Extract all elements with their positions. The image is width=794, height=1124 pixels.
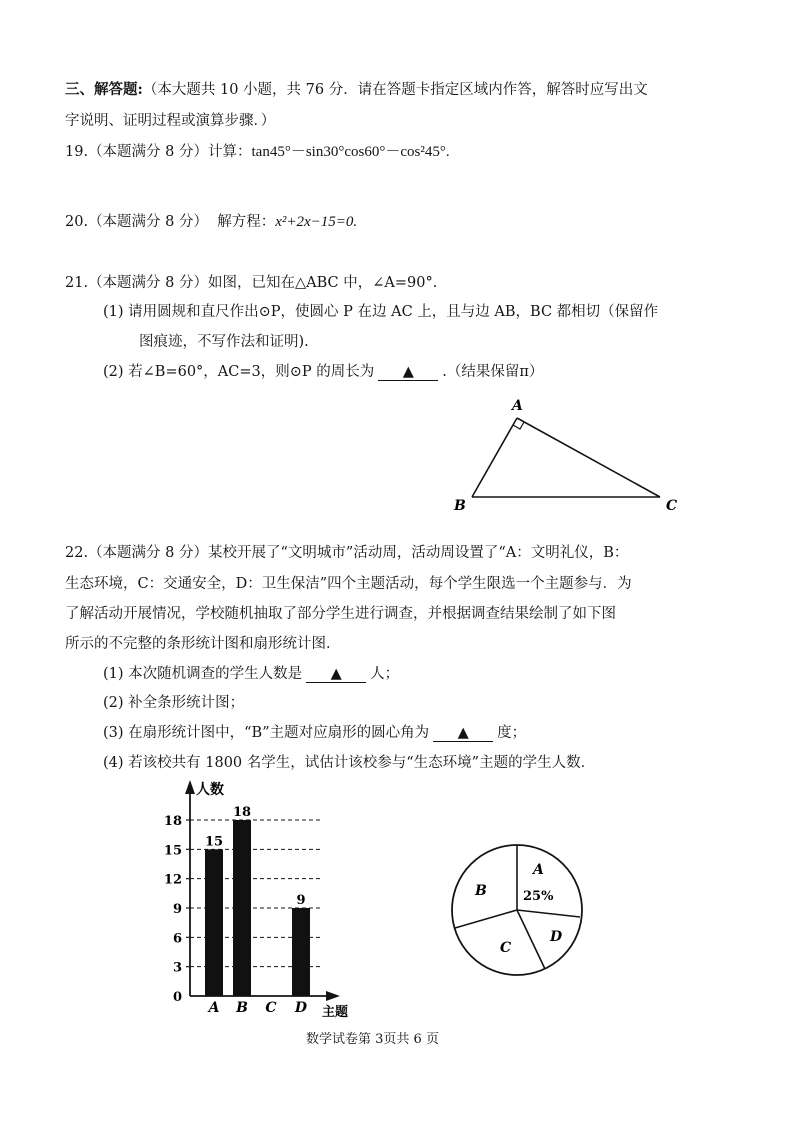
q21-part1-line1: (1) 请用圆规和直尺作出⊙P，使圆心 P 在边 AC 上，且与边 AB，BC 都相切（保留作	[103, 304, 659, 320]
y-tick-label: 12	[163, 872, 182, 888]
q22-sub4: (4) 若该校共有 1800 名学生，试估计该校参与“生态环境”主题的学生人数．	[103, 755, 596, 771]
q20-prompt: 解方程：	[217, 214, 276, 230]
y-axis-title: 人数	[196, 782, 224, 798]
bar-value-label: 9	[296, 893, 306, 908]
q21-score: （本题满分 8 分）	[88, 275, 209, 291]
y-tick-label: 0	[172, 990, 182, 1005]
q19-score: （本题满分 8 分）	[88, 144, 209, 160]
pie-divider-cb	[455, 910, 517, 928]
q22-line3: 了解活动开展情况，学校随机抽取了部分学生进行调查，并根据调查结果绘制了如下图	[65, 606, 616, 622]
y-tick-label: 6	[172, 931, 182, 947]
q22-line4: 所示的不完整的条形统计图和扇形统计图．	[65, 636, 341, 652]
q22-sub2: (2) 补全条形统计图；	[103, 695, 245, 711]
y-tick-label: 9	[172, 902, 182, 917]
x-category-label: B	[236, 1000, 248, 1016]
q19-prompt: 计算：	[208, 144, 252, 160]
q19-number: 19.	[65, 144, 89, 160]
vertex-c-label: C	[666, 498, 678, 514]
pie-label-c: C	[500, 940, 512, 956]
bar-value-label: 15	[204, 834, 224, 850]
pie-label-d: D	[550, 929, 563, 945]
x-axis-title: 主题	[322, 1005, 349, 1020]
q21-part2-suffix: .（结果保留π）	[442, 364, 544, 380]
vertex-a-label: A	[512, 398, 523, 414]
q20-expression: x²+2x−15=0.	[275, 214, 358, 230]
q21-answer-blank: ▲	[378, 364, 438, 381]
q22-line2: 生态环境，C：交通安全，D：卫生保洁”四个主题活动，每个学生限选一个主题参与．为	[65, 576, 632, 592]
q21-stem-text: 如图，已知在△ABC 中，∠A=90°.	[208, 275, 438, 291]
pie-percent-a: 25%	[523, 889, 554, 904]
q19-expression: tan45°－sin30°cos60°－cos²45°.	[251, 144, 450, 160]
q22-sub3-prefix: (3) 在扇形统计图中，“B”主题对应扇形的圆心角为	[103, 725, 430, 741]
x-category-label: A	[208, 1000, 220, 1016]
q21-part1-line2: 图痕迹，不写作法和证明).	[139, 334, 309, 350]
q22-sub1-suffix: 人；	[370, 666, 400, 682]
pie-divider-ad	[517, 910, 580, 917]
y-tick-label: 3	[172, 960, 182, 976]
vertex-b-label: B	[454, 498, 466, 514]
q22-sub1-blank: ▲	[306, 666, 366, 683]
q20-number: 20.	[65, 214, 89, 230]
q22-sub3-suffix: 度；	[497, 725, 527, 741]
q22-score: （本题满分 8 分）	[88, 545, 209, 561]
pie-label-a: A	[533, 862, 544, 878]
pie-label-b: B	[475, 883, 487, 899]
q21-part2-prefix: (2) 若∠B=60°，AC=3，则⊙P 的周长为	[103, 364, 375, 380]
section-heading: 三、解答题:	[65, 81, 143, 98]
q22-sub1-prefix: (1) 本次随机调查的学生人数是	[103, 666, 303, 682]
x-category-label: C	[265, 1000, 277, 1016]
q22-sub3-blank: ▲	[433, 725, 493, 742]
bar-value-label: 18	[232, 805, 252, 820]
q22-number: 22.	[65, 545, 89, 561]
section-intro-line2: 字说明、证明过程或演算步骤．）	[65, 113, 276, 129]
section-intro-text: （本大题共 10 小题，共 76 分．请在答题卡指定区域内作答，解答时应写出文	[142, 82, 648, 98]
x-category-label: D	[294, 1000, 308, 1016]
y-tick-label: 18	[163, 814, 182, 829]
pie-divider-dc	[517, 910, 545, 969]
page-footer: 数学试卷第 3页共 6 页	[306, 1032, 439, 1047]
y-tick-label: 15	[163, 843, 182, 859]
q22-line1-text: 某校开展了“文明城市”活动周，活动周设置了“A：文明礼仪，B：	[208, 545, 629, 561]
q21-number: 21.	[65, 275, 89, 291]
q20-score: （本题满分 8 分）	[88, 214, 209, 230]
